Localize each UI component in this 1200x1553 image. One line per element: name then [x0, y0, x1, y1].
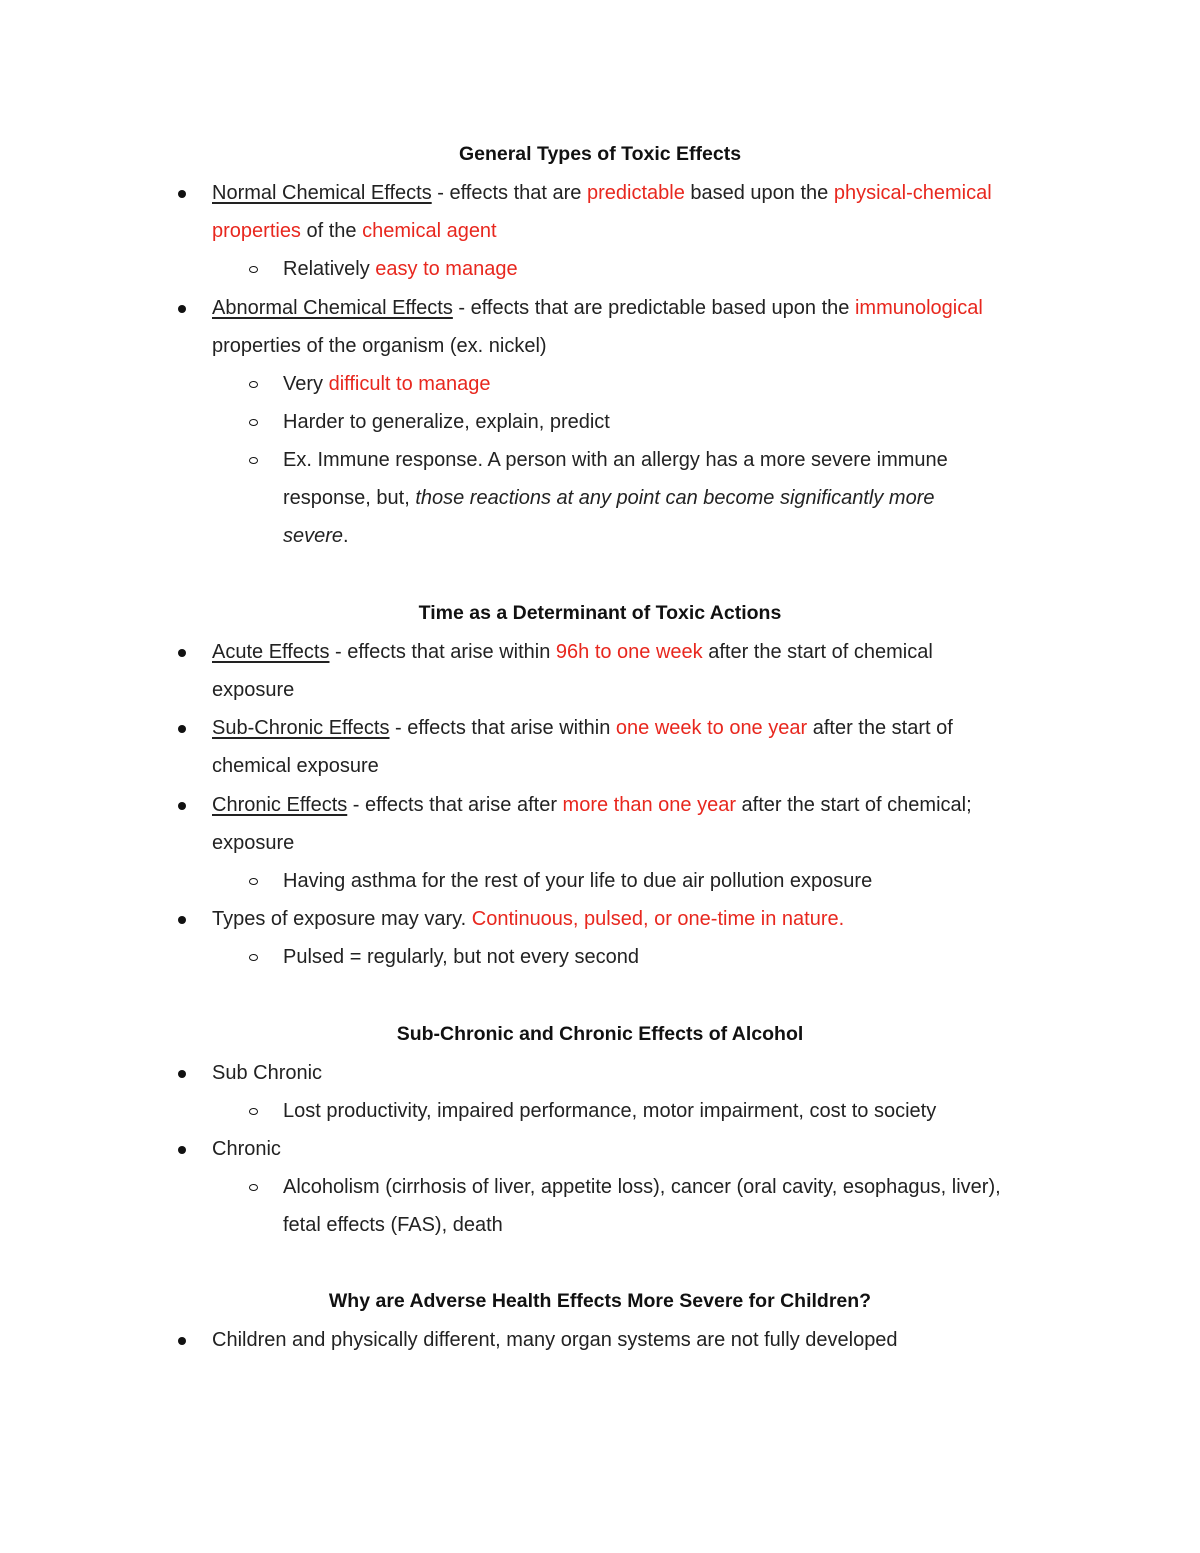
list-item-normal-chemical-effects: Normal Chemical Effects - effects that are predictable based upon the physical-chemical: [212, 182, 992, 204]
sub-list-item: Ex. Immune response. A person with an allergy has a more severe immune: [283, 449, 948, 471]
bullet-dot: [178, 305, 186, 313]
bullet-circle: [249, 381, 258, 388]
bullet-dot: [178, 190, 186, 198]
bullet-dot: [178, 802, 186, 810]
term-abnormal-chemical-effects: Abnormal Chemical Effects: [212, 297, 453, 319]
sub-list-item: Harder to generalize, explain, predict: [283, 411, 610, 433]
list-item-continuation: properties of the organism (ex. nickel): [212, 335, 547, 357]
sub-list-item: Lost productivity, impaired performance, motor impairment, cost to society: [283, 1100, 937, 1122]
term-normal-chemical-effects: Normal Chemical Effects: [212, 182, 432, 204]
bullet-circle: [249, 266, 258, 273]
sub-list-item: Having asthma for the rest of your life to due air pollution exposure: [283, 870, 873, 892]
list-item-abnormal-chemical-effects: Abnormal Chemical Effects - effects that are predictable based upon the immunological: [212, 297, 983, 319]
sub-list-item: Pulsed = regularly, but not every second: [283, 946, 639, 968]
list-item-chronic-effects: Chronic Effects - effects that arise after more than one year after the start of chemical;: [212, 794, 972, 816]
section-heading: Time as a Determinant of Toxic Actions: [418, 602, 782, 624]
list-item-chronic: Chronic: [212, 1138, 281, 1160]
list-item-children: Children and physically different, many organ systems are not fully developed: [212, 1329, 898, 1351]
sub-list-item: Alcoholism (cirrhosis of liver, appetite loss), cancer (oral cavity, esophagus, liver),: [283, 1176, 1001, 1198]
bullet-circle: [249, 419, 258, 426]
sub-list-item-continuation: response, but, those reactions at any point can become significantly more: [283, 487, 935, 509]
bullet-dot: [178, 916, 186, 924]
bullet-circle: [249, 1108, 258, 1115]
list-item-continuation: properties of the chemical agent: [212, 220, 497, 242]
term-acute-effects: Acute Effects: [212, 641, 330, 663]
bullet-circle: [249, 457, 258, 464]
list-item-continuation: exposure: [212, 679, 295, 701]
bullet-dot: [178, 1146, 186, 1154]
sub-list-item-continuation: severe.: [283, 525, 349, 547]
section-heading: General Types of Toxic Effects: [458, 143, 742, 165]
bullet-dot: [178, 1070, 186, 1078]
list-item-continuation: chemical exposure: [212, 755, 379, 777]
bullet-dot: [178, 725, 186, 733]
bullet-circle: [249, 1184, 258, 1191]
term-sub-chronic-effects: Sub-Chronic Effects: [212, 717, 390, 739]
bullet-dot: [178, 1337, 186, 1345]
bullet-circle: [249, 878, 258, 885]
sub-list-item-continuation: fetal effects (FAS), death: [283, 1214, 503, 1236]
list-item-continuation: exposure: [212, 832, 295, 854]
list-item-acute-effects: Acute Effects - effects that arise within 96h to one week after the start of chemical: [212, 641, 933, 663]
section-heading: Why are Adverse Health Effects More Severe for Children?: [328, 1290, 872, 1312]
list-item-types-of-exposure: Types of exposure may vary. Continuous, pulsed, or one-time in nature.: [212, 908, 845, 930]
bullet-dot: [178, 649, 186, 657]
bullet-circle: [249, 954, 258, 961]
sub-list-item: Relatively easy to manage: [283, 258, 518, 280]
term-chronic-effects: Chronic Effects: [212, 794, 348, 816]
list-item-sub-chronic-effects: Sub-Chronic Effects - effects that arise within one week to one year after the start of: [212, 717, 953, 739]
sub-list-item: Very difficult to manage: [283, 373, 491, 395]
section-heading: Sub-Chronic and Chronic Effects of Alcohol: [396, 1023, 804, 1045]
list-item-sub-chronic: Sub Chronic: [212, 1062, 323, 1084]
